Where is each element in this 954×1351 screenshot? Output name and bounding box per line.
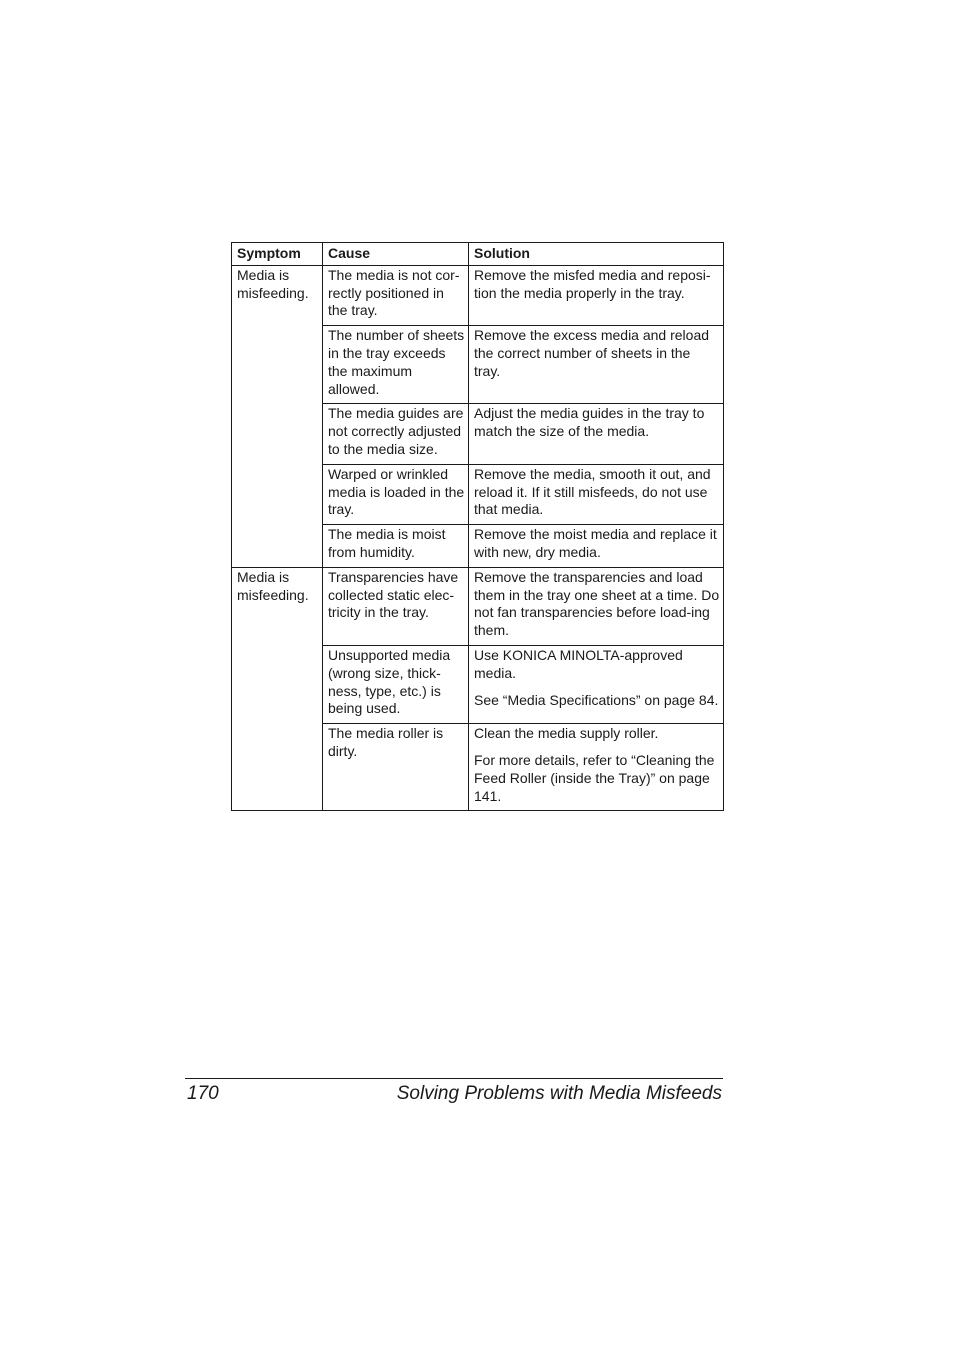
- cause-cell: Unsupported media (wrong size, thick-ness, type, etc.) is being used.: [323, 645, 469, 723]
- solution-text: Remove the transparencies and load them in the tray one sheet at a time. Do not fan transparencies before load-ing them.: [474, 568, 720, 639]
- solution-cell: [469, 645, 724, 723]
- solution-text: Remove the moist media and replace it with new, dry media.: [474, 526, 717, 560]
- cause-cell: Warped or wrinkled media is loaded in the tray.: [323, 464, 469, 524]
- solution-cell: [469, 724, 724, 811]
- solution-cell: [469, 567, 724, 645]
- cause-cell: The media is moist from humidity.: [323, 525, 469, 568]
- solution-text: Use KONICA MINOLTA-approved media.: [474, 646, 683, 681]
- solution-cell: [469, 464, 724, 524]
- footer-rule: [185, 1078, 723, 1079]
- symptom-cell: Media is misfeeding.: [232, 567, 323, 811]
- header-cause: Cause: [323, 243, 469, 266]
- solution-text: See “Media Specifications” on page 84.: [474, 691, 719, 708]
- solution-text: Remove the misfed media and reposi-tion the media properly in the tray.: [474, 266, 711, 301]
- table-header-row: [232, 243, 724, 266]
- solution-cell: [469, 326, 724, 404]
- solution-text: For more details, refer to “Cleaning the Feed Roller (inside the Tray)” on page 141.: [474, 751, 715, 804]
- solution-text: Remove the excess media and reload the correct number of sheets in the tray.: [474, 327, 710, 379]
- cause-cell: The media roller is dirty.: [323, 724, 469, 811]
- section-title: Solving Problems with Media Misfeeds: [396, 1083, 722, 1104]
- header-symptom: Symptom: [232, 243, 323, 266]
- symptom-cell: Media is misfeeding.: [232, 265, 323, 567]
- cause-cell: The media guides are not correctly adjusted to the media size.: [323, 404, 469, 464]
- cause-cell: The media is not cor-rectly positioned in the tray.: [323, 265, 469, 325]
- solution-cell: [469, 265, 724, 325]
- table-row: [232, 567, 724, 645]
- troubleshooting-table: [231, 242, 724, 811]
- cause-cell: Transparencies have collected static elec-tricity in the tray.: [323, 567, 469, 645]
- solution-cell: [469, 525, 724, 568]
- table-row: [232, 265, 724, 325]
- solution-cell: [469, 404, 724, 464]
- cause-cell: The number of sheets in the tray exceeds the maximum allowed.: [323, 326, 469, 404]
- page-number: 170: [187, 1083, 219, 1104]
- solution-text: Remove the media, smooth it out, and reload it. If it still misfeeds, do not use that media.: [474, 465, 711, 518]
- solution-text: Adjust the media guides in the tray to match the size of the media.: [474, 405, 705, 440]
- header-solution: Solution: [469, 243, 724, 266]
- solution-text: Clean the media supply roller.: [474, 725, 659, 742]
